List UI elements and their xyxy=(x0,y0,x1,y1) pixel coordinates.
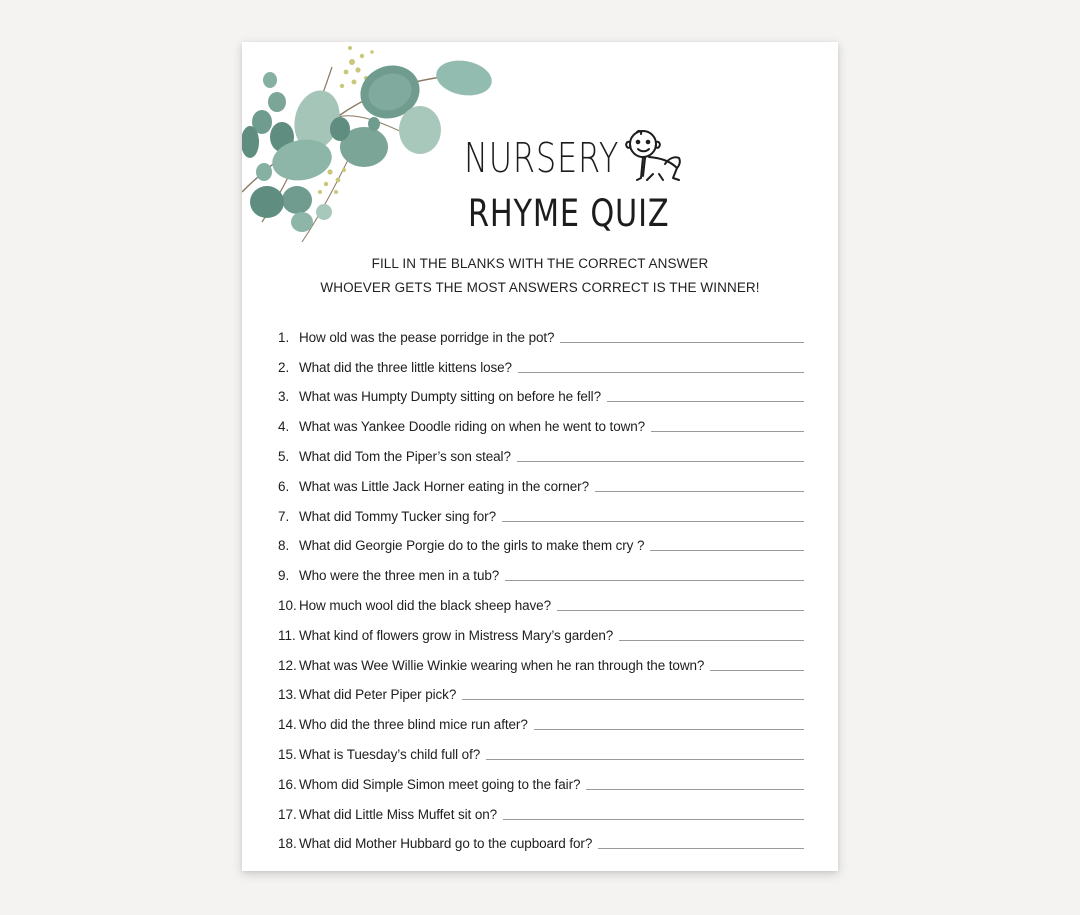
question-text: What was Humpty Dumpty sitting on before he fell? xyxy=(299,389,601,405)
question-item xyxy=(278,345,804,375)
answer-line[interactable] xyxy=(505,580,804,581)
question-number: 15. xyxy=(278,746,297,762)
answer-line[interactable] xyxy=(651,431,804,432)
question-text: What did Georgie Porgie do to the girls to make them cry ? xyxy=(299,538,645,554)
answer-line[interactable] xyxy=(517,461,804,462)
question-item xyxy=(278,732,804,762)
question-item xyxy=(278,822,804,852)
answer-line[interactable] xyxy=(462,699,804,700)
answer-line[interactable] xyxy=(619,640,804,641)
question-number: 8. xyxy=(278,538,290,554)
question-number: 13. xyxy=(278,687,297,703)
quiz-card xyxy=(242,42,838,871)
question-number: 9. xyxy=(278,568,290,584)
question-text: What is Tuesday’s child full of? xyxy=(299,746,481,762)
question-number: 2. xyxy=(278,359,290,375)
question-number: 17. xyxy=(278,806,297,822)
answer-line[interactable] xyxy=(710,670,804,671)
question-item xyxy=(278,375,804,405)
question-number: 11. xyxy=(278,627,296,643)
answer-line[interactable] xyxy=(534,729,804,730)
question-number: 16. xyxy=(278,776,297,792)
baby-doodle-icon xyxy=(619,128,699,188)
question-number: 14. xyxy=(278,717,297,733)
question-item xyxy=(278,643,804,673)
instructions-line-1: FILL IN THE BLANKS WITH THE CORRECT ANSWER xyxy=(371,256,709,271)
question-number: 18. xyxy=(278,836,297,852)
question-text: Who did the three blind mice run after? xyxy=(299,717,528,733)
question-item xyxy=(278,673,804,703)
answer-line[interactable] xyxy=(560,342,804,343)
title-line-1: NURSERY xyxy=(464,134,620,182)
question-number: 12. xyxy=(278,657,297,673)
answer-line[interactable] xyxy=(607,401,804,402)
answer-line[interactable] xyxy=(503,819,804,820)
question-number: 3. xyxy=(278,389,290,405)
instructions xyxy=(242,252,838,300)
question-item xyxy=(278,315,804,345)
answer-line[interactable] xyxy=(598,848,804,849)
question-number: 10. xyxy=(278,597,297,613)
question-text: Who were the three men in a tub? xyxy=(299,568,500,584)
answer-line[interactable] xyxy=(518,372,804,373)
question-text: What did Mother Hubbard go to the cupboard for? xyxy=(299,836,593,852)
question-item xyxy=(278,762,804,792)
question-text: What was Little Jack Horner eating in the corner? xyxy=(299,478,589,494)
question-item xyxy=(278,702,804,732)
question-item xyxy=(278,553,804,583)
question-item xyxy=(278,583,804,613)
question-text: What did Tommy Tucker sing for? xyxy=(299,508,496,524)
answer-line[interactable] xyxy=(595,491,804,492)
question-list xyxy=(278,315,804,851)
answer-line[interactable] xyxy=(586,789,804,790)
question-item xyxy=(278,524,804,554)
question-text: What kind of flowers grow in Mistress Mary’s garden? xyxy=(299,627,614,643)
question-text: How old was the pease porridge in the pot? xyxy=(299,329,555,345)
question-text: What did Peter Piper pick? xyxy=(299,687,457,703)
answer-line[interactable] xyxy=(502,521,804,522)
question-item xyxy=(278,434,804,464)
question-number: 4. xyxy=(278,419,290,435)
answer-line[interactable] xyxy=(486,759,804,760)
question-text: What did the three little kittens lose? xyxy=(299,359,512,375)
answer-line[interactable] xyxy=(557,610,804,611)
question-text: What did Little Miss Muffet sit on? xyxy=(299,806,498,822)
question-text: How much wool did the black sheep have? xyxy=(299,597,552,613)
question-item xyxy=(278,792,804,822)
question-text: What was Wee Willie Winkie wearing when he ran through the town? xyxy=(299,657,705,673)
question-item xyxy=(278,464,804,494)
question-number: 5. xyxy=(278,448,290,464)
question-item xyxy=(278,404,804,434)
question-item xyxy=(278,494,804,524)
instructions-line-2: WHOEVER GETS THE MOST ANSWERS CORRECT IS THE WINNER! xyxy=(320,280,760,295)
question-item xyxy=(278,613,804,643)
answer-line[interactable] xyxy=(650,550,804,551)
question-number: 7. xyxy=(278,508,290,524)
question-text: What was Yankee Doodle riding on when he went to town? xyxy=(299,419,646,435)
eucalyptus-foliage-icon xyxy=(242,42,502,242)
title-line-2: RHYME QUIZ xyxy=(468,192,670,235)
question-text: Whom did Simple Simon meet going to the fair? xyxy=(299,776,581,792)
question-number: 6. xyxy=(278,478,290,494)
question-text: What did Tom the Piper’s son steal? xyxy=(299,448,511,464)
question-number: 1. xyxy=(278,329,290,345)
